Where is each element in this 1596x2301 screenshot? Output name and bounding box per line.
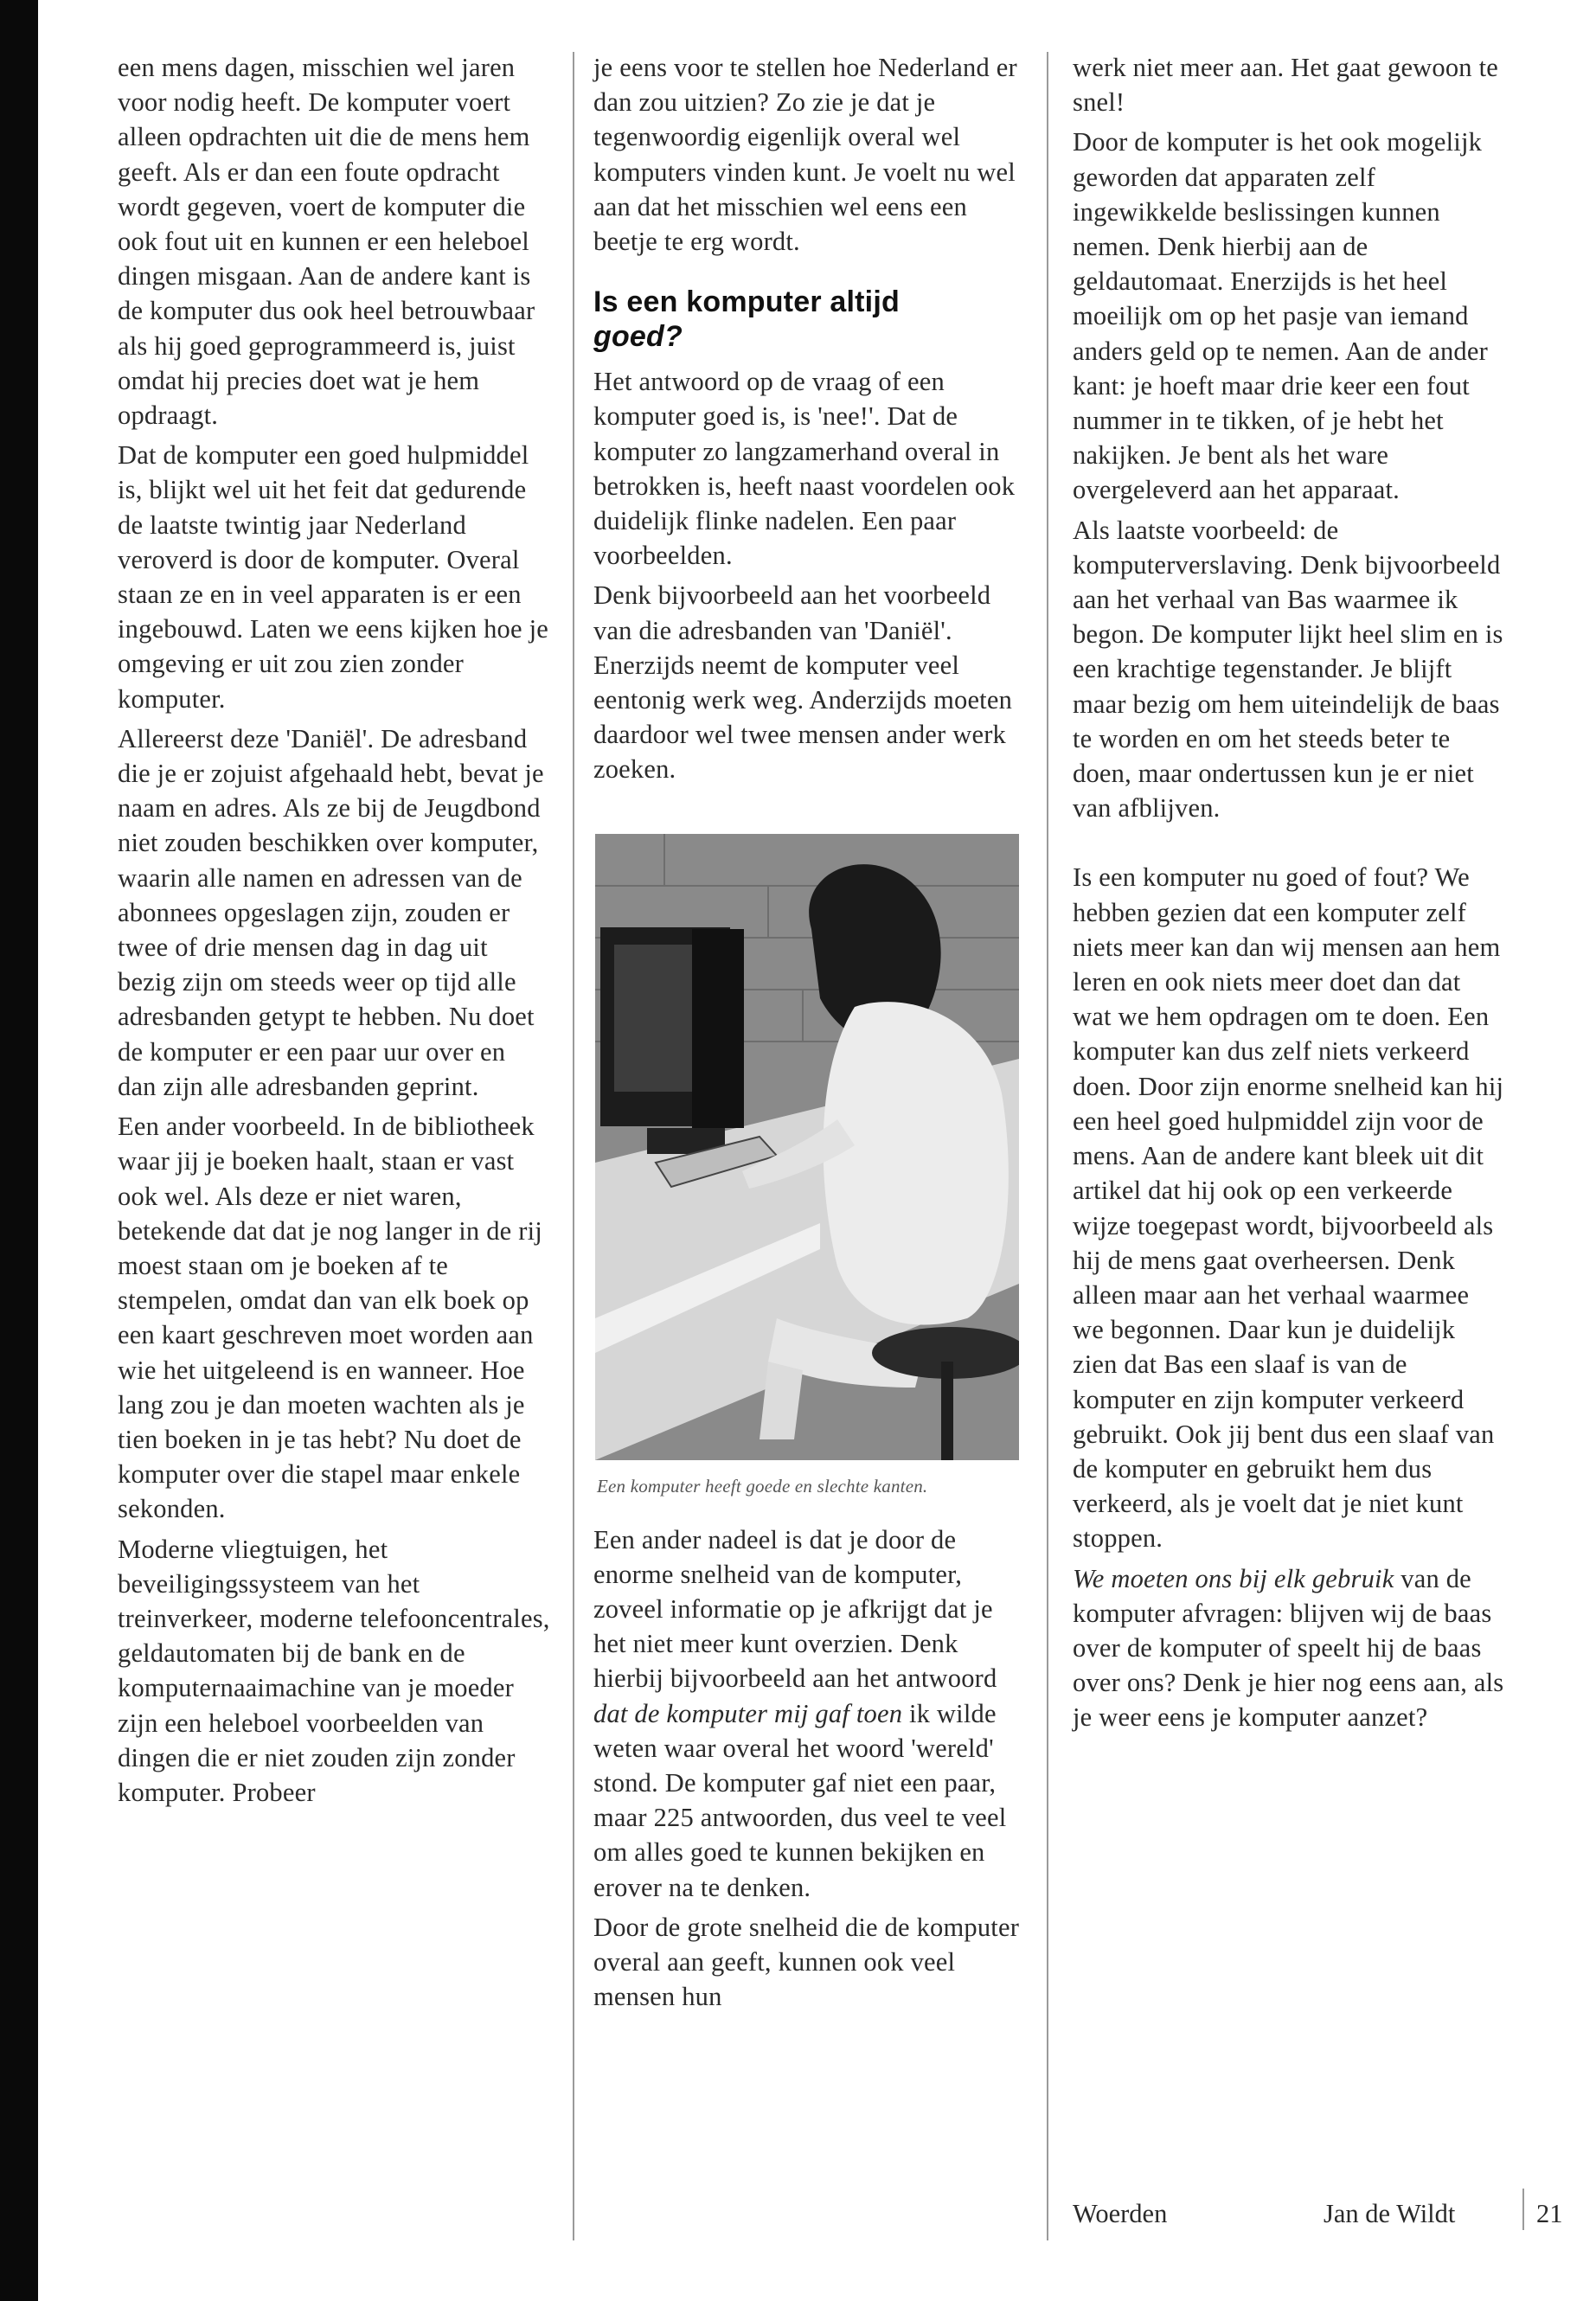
- column-rule: [573, 52, 574, 2240]
- footer-place: Woerden: [1073, 2199, 1168, 2228]
- paragraph: je eens voor te stellen hoe Nederland er dan zou uitzien? Zo zie je dat je tegenwoordig eigenlijk overal wel komputers vinden kunt. Je voelt nu wel aan dat het misschien wel eens een beetje te erg wordt.: [593, 53, 1017, 257]
- heading-line-2: goed?: [593, 320, 683, 354]
- photo-girl-at-computer: [595, 834, 1019, 1460]
- section-heading: [593, 285, 1021, 354]
- paragraph: werk niet meer aan. Het gaat gewoon te snel!: [1073, 53, 1498, 118]
- paragraph: [593, 1522, 1021, 1905]
- paragraph: [1073, 1561, 1505, 1735]
- column-rule: [1047, 52, 1048, 2240]
- paragraph: Het antwoord op de vraag of een komputer goed is, is 'nee!'. Dat de komputer zo langzamerhand overal in betrokken is, heeft naast voordelen ook duidelijk flinke nadelen. Een paar voorbeelden.: [593, 367, 1016, 571]
- paragraph: Denk bijvoorbeeld aan het voorbeeld van die adresbanden van 'Daniël'. Enerzijds neemt de komputer veel eentonig werk weg. Anderzijds moeten daardoor wel twee mensen ander werk zoeken.: [593, 580, 1013, 785]
- column-1: [118, 50, 550, 1815]
- text-run: van de komputer afvragen: blijven wij de baas over de komputer of speelt hij de baas over ons? Denk je hier nog eens aan, als je weer eens je komputer aanzet?: [1073, 1563, 1504, 1733]
- text-run-italic: We moeten ons bij elk gebruik: [1073, 1563, 1394, 1593]
- column-3: [1073, 50, 1505, 1740]
- paragraph: Een ander voorbeeld. In de bibliotheek waar jij je boeken haalt, staan er vast ook wel. Als deze er niet waren, betekende dat dat je nog langer in de rij moest staan om je boeken af te stempelen, omdat dan van elk boek op een kaart geschreven moet worden aan wie het uitgeleend is en wanneer. Hoe lang zou je dan moeten wachten als je tien boeken in je tas hebt? Nu doet de komputer over die stapel maar enkele sekonden.: [118, 1112, 542, 1524]
- paragraph: Allereerst deze 'Daniël'. De adresband die je er zojuist afgehaald hebt, bevat je naam en adres. Als ze bij de Jeugdbond niet zouden beschikken over komputer, waarin alle namen en adressen van de abonnees opgeslagen zijn, zouden er twee of drie mensen dag in dag uit bezig zijn om steeds weer op tijd alle adresbanden getypt te hebben. Nu doet de komputer er een paar uur over en dan zijn alle adresbanden geprint.: [118, 723, 544, 1101]
- column-2: [593, 50, 1021, 2020]
- heading-line-1: Is een komputer altijd: [593, 285, 900, 319]
- text-run: Een ander nadeel is dat je door de enorme snelheid van de komputer, zoveel informatie op je afkrijgt dat je het niet meer kunt overzien. Denk hierbij bijvoorbeeld aan het antwoord: [593, 1524, 997, 1694]
- photo-illustration: [595, 834, 1019, 1460]
- paragraph: Is een komputer nu goed of fout? We hebben gezien dat een komputer zelf niets meer kan dan wij mensen aan hem leren en ook niets meer doet dan dat wat we hem opdragen om te doen. Een komputer kan dus zelf niets verkeerd doen. Door zijn enorme snelheid kan hij een heel goed hulpmiddel zijn voor de mens. Aan de andere kant bleek uit dit artikel dat hij ook op een verkeerde wijze toegepast wordt, bijvoorbeeld als hij de mens gaat overheersen. Denk alleen maar aan het verhaal waarmee we begonnen. Daar kun je duidelijk zien dat Bas een slaaf is van de komputer en zijn komputer verkeerd gebruikt. Ook jij bent dus een slaaf van de komputer en gebruikt hem dus verkeerd, als je voelt dat je niet kunt stoppen.: [1073, 862, 1504, 1554]
- paragraph: Door de grote snelheid die de komputer overal aan geeft, kunnen ook veel mensen hun: [593, 1912, 1020, 2012]
- footer-author: Jan de Wildt: [1324, 2199, 1456, 2228]
- photo-caption: Een komputer heeft goede en slechte kanten.: [597, 1475, 928, 1497]
- paragraph: Dat de komputer een goed hulpmiddel is, blijkt wel uit het feit dat gedurende de laatste twintig jaar Nederland veroverd is door de komputer. Overal staan ze en in veel apparaten is er een ingebouwd. Laten we eens kijken hoe je omgeving er uit zou zien zonder komputer.: [118, 440, 548, 714]
- paragraph: een mens dagen, misschien wel jaren voor nodig heeft. De komputer voert alleen opdrachten uit die de mens hem geeft. Als er dan een foute opdracht wordt gegeven, voert de komputer die ook fout uit en kunnen er een heleboel dingen misgaan. Aan de andere kant is de komputer dus ook heel betrouwbaar als hij goed geprogrammeerd is, juist omdat hij precies doet wat je hem opdraagt.: [118, 53, 535, 431]
- page-number: 21: [1536, 2199, 1563, 2228]
- text-run-italic: dat de komputer mij gaf toen: [593, 1698, 903, 1728]
- binding-edge: [0, 0, 38, 2301]
- paragraph: Als laatste voorbeeld: de komputerverslaving. Denk bijvoorbeeld aan het verhaal van Bas waarmee ik begon. De komputer lijkt heel slim en is een krachtige tegenstander. Je blijft maar bezig om hem uiteindelijk de baas te worden en om het steeds beter te doen, maar ondertussen kun je er niet van afblijven.: [1073, 515, 1503, 824]
- paragraph: Door de komputer is het ook mogelijk geworden dat apparaten zelf ingewikkelde beslissingen kunnen nemen. Denk hierbij aan de geldautomaat. Enerzijds is het heel moeilijk om op het pasje van iemand anders geld op te nemen. Aan de ander kant: je hoeft maar drie keer een fout nummer in te tikken, of je hebt het nakijken. Je bent als het ware overgeleverd aan het apparaat.: [1073, 127, 1488, 505]
- page-number-rule: [1522, 2189, 1524, 2230]
- text-run: ik wilde weten waar overal het woord 'wereld' stond. De komputer gaf niet een paar, maar 225 antwoorden, dus veel te veel om alles goed te kunnen bekijken en erover na te denken.: [593, 1698, 1007, 1902]
- paragraph: Moderne vliegtuigen, het beveiligingssysteem van het treinverkeer, moderne telefooncentrales, geldautomaten bij de bank en de komputernaaimachine van je moeder zijn een heleboel voorbeelden van dingen die er niet zouden zijn zonder komputer. Probeer: [118, 1534, 550, 1807]
